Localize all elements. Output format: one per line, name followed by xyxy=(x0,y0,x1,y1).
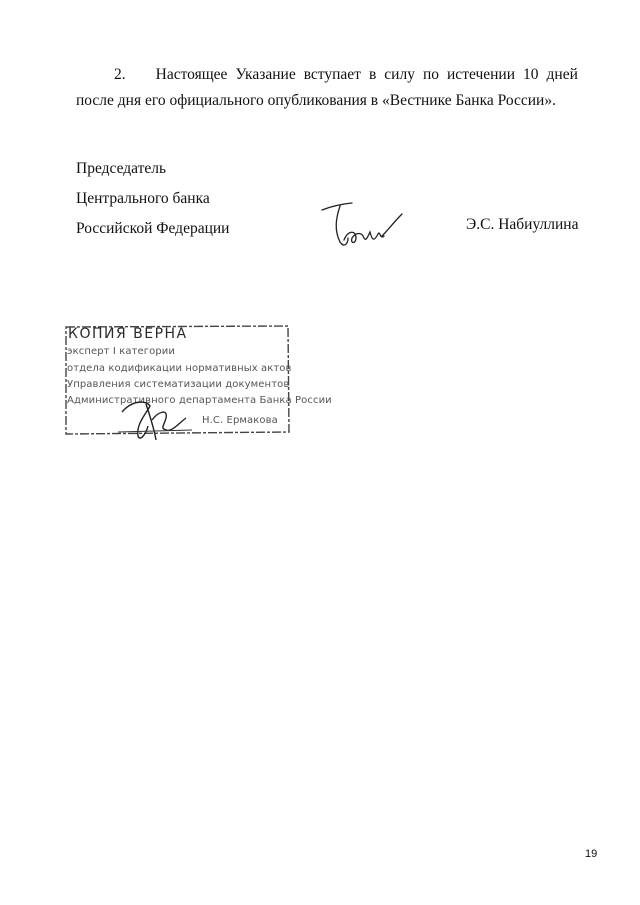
page-number: 19 xyxy=(585,848,598,860)
stamp-line: Административного департамента Банка России xyxy=(67,395,332,406)
paragraph-word: по xyxy=(422,66,440,83)
position-line-3: Российской Федерации xyxy=(76,220,230,237)
paragraph-2 xyxy=(76,62,578,114)
paragraph-word: Указание xyxy=(235,66,296,83)
handwritten-signature xyxy=(318,200,408,256)
paragraph-word: вступает xyxy=(303,66,361,83)
copy-certified-stamp xyxy=(64,324,332,436)
position-line-1: Председатель xyxy=(76,160,167,177)
paragraph-word: в xyxy=(368,66,377,83)
paragraph-number: 2. xyxy=(114,66,126,83)
paragraph-word: дней xyxy=(546,66,578,83)
paragraph-word: 10 xyxy=(523,66,539,83)
paragraph-line-1 xyxy=(76,62,578,88)
stamp-line: Н.С. Ермакова xyxy=(202,415,278,426)
stamp-title: КОПИЯ ВЕРНА xyxy=(68,326,188,342)
stamp-signature xyxy=(116,394,196,444)
signer-name: Э.С. Набиуллина xyxy=(466,216,579,233)
stamp-line: эксперт I категории xyxy=(67,346,175,357)
signatory-position xyxy=(76,154,229,244)
position-line-2: Центрального банка xyxy=(76,190,210,207)
paragraph-word: Настоящее xyxy=(155,66,228,83)
paragraph-word: силу xyxy=(384,66,415,83)
stamp-line: отдела кодификации нормативных актов xyxy=(67,363,292,374)
paragraph-line-2: после дня его официального опубликования в «Вестнике Банка России». xyxy=(76,92,556,109)
stamp-line: Управления систематизации документов xyxy=(67,379,290,390)
paragraph-word: истечении xyxy=(447,66,516,83)
